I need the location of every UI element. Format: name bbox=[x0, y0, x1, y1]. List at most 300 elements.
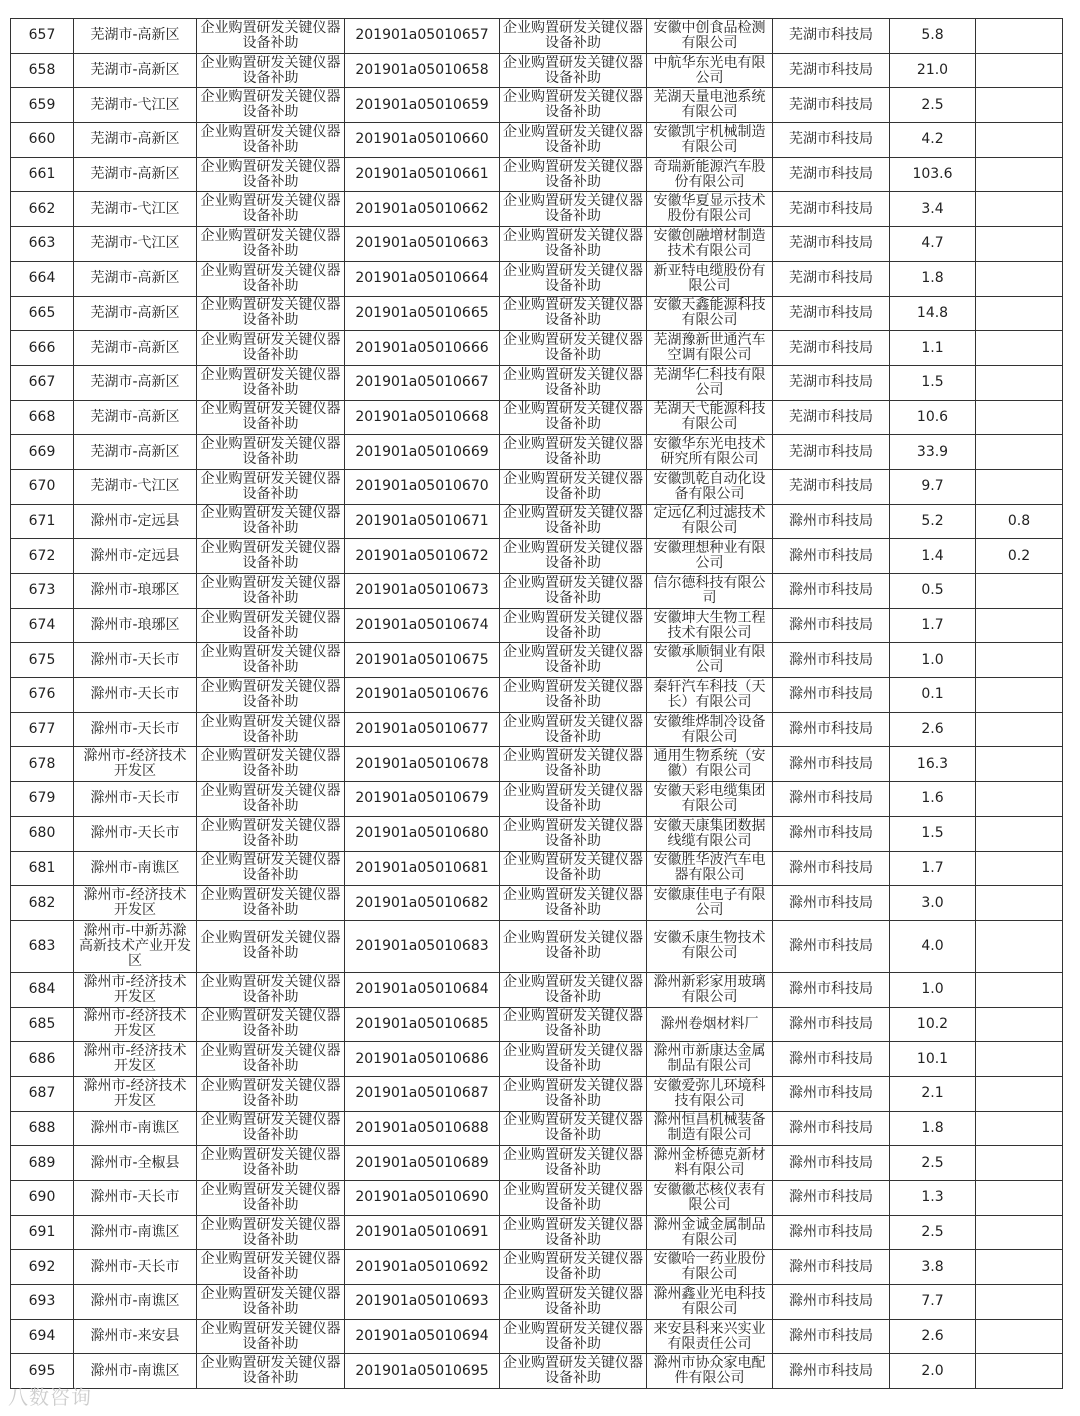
company-cell: 芜湖华仁科技有限公司 bbox=[647, 365, 773, 400]
table-row bbox=[11, 816, 1063, 851]
table-row bbox=[11, 1215, 1063, 1250]
region-cell: 滁州市-天长市 bbox=[74, 782, 197, 817]
extra-amount-cell bbox=[976, 972, 1063, 1007]
item-cell: 企业购置研发关键仪器设备补助 bbox=[500, 816, 647, 851]
company-cell: 安徽禾康生物技术有限公司 bbox=[647, 920, 773, 972]
table-row bbox=[11, 712, 1063, 747]
table-row bbox=[11, 296, 1063, 331]
extra-amount-cell bbox=[976, 1319, 1063, 1354]
region-cell: 芜湖市-高新区 bbox=[74, 435, 197, 470]
table-row bbox=[11, 435, 1063, 470]
row-number-cell: 660 bbox=[11, 123, 74, 158]
department-cell: 芜湖市科技局 bbox=[773, 365, 890, 400]
project-code-cell: 201901a05010678 bbox=[345, 747, 500, 782]
item-cell: 企业购置研发关键仪器设备补助 bbox=[500, 469, 647, 504]
company-cell: 中航华东光电有限公司 bbox=[647, 53, 773, 88]
company-cell: 芜湖豫新世通汽车空调有限公司 bbox=[647, 331, 773, 366]
category-cell: 企业购置研发关键仪器设备补助 bbox=[197, 88, 345, 123]
region-cell: 滁州市-天长市 bbox=[74, 816, 197, 851]
amount-cell: 1.8 bbox=[890, 1111, 976, 1146]
row-number-cell: 694 bbox=[11, 1319, 74, 1354]
item-cell: 企业购置研发关键仪器设备补助 bbox=[500, 712, 647, 747]
amount-cell: 16.3 bbox=[890, 747, 976, 782]
project-code-cell: 201901a05010665 bbox=[345, 296, 500, 331]
row-number-cell: 674 bbox=[11, 608, 74, 643]
amount-cell: 2.6 bbox=[890, 1319, 976, 1354]
category-cell: 企业购置研发关键仪器设备补助 bbox=[197, 643, 345, 678]
extra-amount-cell bbox=[976, 574, 1063, 609]
amount-cell: 3.0 bbox=[890, 886, 976, 921]
department-cell: 芜湖市科技局 bbox=[773, 53, 890, 88]
category-cell: 企业购置研发关键仪器设备补助 bbox=[197, 1250, 345, 1285]
row-number-cell: 661 bbox=[11, 157, 74, 192]
item-cell: 企业购置研发关键仪器设备补助 bbox=[500, 365, 647, 400]
row-number-cell: 676 bbox=[11, 678, 74, 713]
table-row bbox=[11, 608, 1063, 643]
project-code-cell: 201901a05010671 bbox=[345, 504, 500, 539]
table-row bbox=[11, 1146, 1063, 1181]
table-row bbox=[11, 886, 1063, 921]
company-cell: 秦轩汽车科技（天长）有限公司 bbox=[647, 678, 773, 713]
region-cell: 芜湖市-高新区 bbox=[74, 53, 197, 88]
category-cell: 企业购置研发关键仪器设备补助 bbox=[197, 1076, 345, 1111]
company-cell: 通用生物系统（安徽）有限公司 bbox=[647, 747, 773, 782]
department-cell: 芜湖市科技局 bbox=[773, 400, 890, 435]
company-cell: 安徽中创食品检测有限公司 bbox=[647, 19, 773, 54]
category-cell: 企业购置研发关键仪器设备补助 bbox=[197, 1354, 345, 1389]
department-cell: 滁州市科技局 bbox=[773, 1076, 890, 1111]
table-row bbox=[11, 1007, 1063, 1042]
item-cell: 企业购置研发关键仪器设备补助 bbox=[500, 192, 647, 227]
department-cell: 芜湖市科技局 bbox=[773, 331, 890, 366]
region-cell: 滁州市-经济技术开发区 bbox=[74, 747, 197, 782]
region-cell: 芜湖市-弋江区 bbox=[74, 469, 197, 504]
extra-amount-cell bbox=[976, 643, 1063, 678]
amount-cell: 2.5 bbox=[890, 1146, 976, 1181]
amount-cell: 10.2 bbox=[890, 1007, 976, 1042]
item-cell: 企业购置研发关键仪器设备补助 bbox=[500, 539, 647, 574]
item-cell: 企业购置研发关键仪器设备补助 bbox=[500, 747, 647, 782]
company-cell: 滁州金桥德克新材料有限公司 bbox=[647, 1146, 773, 1181]
table-body bbox=[11, 19, 1063, 1389]
project-code-cell: 201901a05010684 bbox=[345, 972, 500, 1007]
region-cell: 滁州市-天长市 bbox=[74, 1250, 197, 1285]
amount-cell: 1.5 bbox=[890, 816, 976, 851]
extra-amount-cell bbox=[976, 123, 1063, 158]
project-code-cell: 201901a05010694 bbox=[345, 1319, 500, 1354]
row-number-cell: 669 bbox=[11, 435, 74, 470]
department-cell: 滁州市科技局 bbox=[773, 539, 890, 574]
table-row bbox=[11, 331, 1063, 366]
project-code-cell: 201901a05010660 bbox=[345, 123, 500, 158]
row-number-cell: 675 bbox=[11, 643, 74, 678]
table-row bbox=[11, 643, 1063, 678]
department-cell: 滁州市科技局 bbox=[773, 972, 890, 1007]
item-cell: 企业购置研发关键仪器设备补助 bbox=[500, 851, 647, 886]
department-cell: 芜湖市科技局 bbox=[773, 123, 890, 158]
region-cell: 芜湖市-高新区 bbox=[74, 123, 197, 158]
row-number-cell: 664 bbox=[11, 261, 74, 296]
company-cell: 安徽华东光电技术研究所有限公司 bbox=[647, 435, 773, 470]
amount-cell: 14.8 bbox=[890, 296, 976, 331]
company-cell: 滁州市新康达金属制品有限公司 bbox=[647, 1042, 773, 1077]
item-cell: 企业购置研发关键仪器设备补助 bbox=[500, 1354, 647, 1389]
department-cell: 滁州市科技局 bbox=[773, 920, 890, 972]
company-cell: 安徽创融增材制造技术有限公司 bbox=[647, 227, 773, 262]
category-cell: 企业购置研发关键仪器设备补助 bbox=[197, 227, 345, 262]
row-number-cell: 666 bbox=[11, 331, 74, 366]
row-number-cell: 670 bbox=[11, 469, 74, 504]
extra-amount-cell bbox=[976, 400, 1063, 435]
row-number-cell: 673 bbox=[11, 574, 74, 609]
table-row bbox=[11, 227, 1063, 262]
amount-cell: 1.3 bbox=[890, 1181, 976, 1216]
item-cell: 企业购置研发关键仪器设备补助 bbox=[500, 19, 647, 54]
extra-amount-cell bbox=[976, 19, 1063, 54]
row-number-cell: 686 bbox=[11, 1042, 74, 1077]
project-code-cell: 201901a05010685 bbox=[345, 1007, 500, 1042]
department-cell: 滁州市科技局 bbox=[773, 1285, 890, 1320]
category-cell: 企业购置研发关键仪器设备补助 bbox=[197, 539, 345, 574]
table-row bbox=[11, 88, 1063, 123]
extra-amount-cell bbox=[976, 747, 1063, 782]
extra-amount-cell bbox=[976, 435, 1063, 470]
company-cell: 滁州市协众家电配件有限公司 bbox=[647, 1354, 773, 1389]
company-cell: 定远亿利过滤技术有限公司 bbox=[647, 504, 773, 539]
department-cell: 滁州市科技局 bbox=[773, 816, 890, 851]
project-code-cell: 201901a05010659 bbox=[345, 88, 500, 123]
table-row bbox=[11, 1319, 1063, 1354]
extra-amount-cell bbox=[976, 1076, 1063, 1111]
item-cell: 企业购置研发关键仪器设备补助 bbox=[500, 53, 647, 88]
row-number-cell: 663 bbox=[11, 227, 74, 262]
company-cell: 来安县科来兴实业有限责任公司 bbox=[647, 1319, 773, 1354]
extra-amount-cell bbox=[976, 782, 1063, 817]
item-cell: 企业购置研发关键仪器设备补助 bbox=[500, 643, 647, 678]
amount-cell: 4.2 bbox=[890, 123, 976, 158]
extra-amount-cell bbox=[976, 1250, 1063, 1285]
amount-cell: 10.6 bbox=[890, 400, 976, 435]
table-row bbox=[11, 851, 1063, 886]
company-cell: 安徽胜华波汽车电器有限公司 bbox=[647, 851, 773, 886]
project-code-cell: 201901a05010675 bbox=[345, 643, 500, 678]
department-cell: 滁州市科技局 bbox=[773, 643, 890, 678]
extra-amount-cell bbox=[976, 192, 1063, 227]
table-row bbox=[11, 1076, 1063, 1111]
amount-cell: 3.8 bbox=[890, 1250, 976, 1285]
category-cell: 企业购置研发关键仪器设备补助 bbox=[197, 1042, 345, 1077]
company-cell: 安徽凯乾自动化设备有限公司 bbox=[647, 469, 773, 504]
row-number-cell: 678 bbox=[11, 747, 74, 782]
amount-cell: 33.9 bbox=[890, 435, 976, 470]
company-cell: 安徽徽芯核仪表有限公司 bbox=[647, 1181, 773, 1216]
table-row bbox=[11, 19, 1063, 54]
department-cell: 芜湖市科技局 bbox=[773, 296, 890, 331]
item-cell: 企业购置研发关键仪器设备补助 bbox=[500, 1076, 647, 1111]
row-number-cell: 685 bbox=[11, 1007, 74, 1042]
table-row bbox=[11, 1042, 1063, 1077]
department-cell: 滁州市科技局 bbox=[773, 851, 890, 886]
extra-amount-cell bbox=[976, 227, 1063, 262]
project-code-cell: 201901a05010679 bbox=[345, 782, 500, 817]
company-cell: 安徽凯宇机械制造有限公司 bbox=[647, 123, 773, 158]
item-cell: 企业购置研发关键仪器设备补助 bbox=[500, 261, 647, 296]
extra-amount-cell bbox=[976, 1111, 1063, 1146]
extra-amount-cell: 0.2 bbox=[976, 539, 1063, 574]
extra-amount-cell bbox=[976, 365, 1063, 400]
extra-amount-cell bbox=[976, 331, 1063, 366]
region-cell: 滁州市-天长市 bbox=[74, 1181, 197, 1216]
item-cell: 企业购置研发关键仪器设备补助 bbox=[500, 157, 647, 192]
row-number-cell: 692 bbox=[11, 1250, 74, 1285]
project-code-cell: 201901a05010695 bbox=[345, 1354, 500, 1389]
department-cell: 滁州市科技局 bbox=[773, 1181, 890, 1216]
company-cell: 奇瑞新能源汽车股份有限公司 bbox=[647, 157, 773, 192]
row-number-cell: 689 bbox=[11, 1146, 74, 1181]
project-code-cell: 201901a05010658 bbox=[345, 53, 500, 88]
item-cell: 企业购置研发关键仪器设备补助 bbox=[500, 1111, 647, 1146]
project-code-cell: 201901a05010690 bbox=[345, 1181, 500, 1216]
company-cell: 滁州金诚金属制品有限公司 bbox=[647, 1215, 773, 1250]
company-cell: 安徽天鑫能源科技有限公司 bbox=[647, 296, 773, 331]
amount-cell: 1.4 bbox=[890, 539, 976, 574]
row-number-cell: 682 bbox=[11, 886, 74, 921]
extra-amount-cell bbox=[976, 851, 1063, 886]
department-cell: 芜湖市科技局 bbox=[773, 435, 890, 470]
project-code-cell: 201901a05010668 bbox=[345, 400, 500, 435]
company-cell: 安徽康佳电子有限公司 bbox=[647, 886, 773, 921]
item-cell: 企业购置研发关键仪器设备补助 bbox=[500, 886, 647, 921]
extra-amount-cell bbox=[976, 816, 1063, 851]
table-row bbox=[11, 920, 1063, 972]
item-cell: 企业购置研发关键仪器设备补助 bbox=[500, 782, 647, 817]
department-cell: 芜湖市科技局 bbox=[773, 157, 890, 192]
item-cell: 企业购置研发关键仪器设备补助 bbox=[500, 1007, 647, 1042]
company-cell: 安徽承顺铜业有限公司 bbox=[647, 643, 773, 678]
department-cell: 滁州市科技局 bbox=[773, 712, 890, 747]
table-row bbox=[11, 504, 1063, 539]
row-number-cell: 679 bbox=[11, 782, 74, 817]
category-cell: 企业购置研发关键仪器设备补助 bbox=[197, 469, 345, 504]
project-code-cell: 201901a05010677 bbox=[345, 712, 500, 747]
row-number-cell: 662 bbox=[11, 192, 74, 227]
region-cell: 滁州市-南谯区 bbox=[74, 1215, 197, 1250]
project-code-cell: 201901a05010661 bbox=[345, 157, 500, 192]
row-number-cell: 690 bbox=[11, 1181, 74, 1216]
region-cell: 滁州市-经济技术开发区 bbox=[74, 1007, 197, 1042]
row-number-cell: 658 bbox=[11, 53, 74, 88]
amount-cell: 4.7 bbox=[890, 227, 976, 262]
item-cell: 企业购置研发关键仪器设备补助 bbox=[500, 1285, 647, 1320]
item-cell: 企业购置研发关键仪器设备补助 bbox=[500, 574, 647, 609]
extra-amount-cell bbox=[976, 712, 1063, 747]
subsidy-table bbox=[10, 18, 1063, 1389]
region-cell: 滁州市-天长市 bbox=[74, 678, 197, 713]
project-code-cell: 201901a05010687 bbox=[345, 1076, 500, 1111]
table-row bbox=[11, 574, 1063, 609]
region-cell: 滁州市-天长市 bbox=[74, 712, 197, 747]
item-cell: 企业购置研发关键仪器设备补助 bbox=[500, 920, 647, 972]
amount-cell: 2.0 bbox=[890, 1354, 976, 1389]
extra-amount-cell bbox=[976, 157, 1063, 192]
row-number-cell: 681 bbox=[11, 851, 74, 886]
category-cell: 企业购置研发关键仪器设备补助 bbox=[197, 53, 345, 88]
row-number-cell: 693 bbox=[11, 1285, 74, 1320]
department-cell: 芜湖市科技局 bbox=[773, 19, 890, 54]
table-row bbox=[11, 1285, 1063, 1320]
amount-cell: 1.0 bbox=[890, 972, 976, 1007]
extra-amount-cell bbox=[976, 920, 1063, 972]
department-cell: 芜湖市科技局 bbox=[773, 227, 890, 262]
item-cell: 企业购置研发关键仪器设备补助 bbox=[500, 1215, 647, 1250]
company-cell: 滁州鑫业光电科技有限公司 bbox=[647, 1285, 773, 1320]
extra-amount-cell bbox=[976, 1181, 1063, 1216]
category-cell: 企业购置研发关键仪器设备补助 bbox=[197, 1215, 345, 1250]
region-cell: 芜湖市-高新区 bbox=[74, 331, 197, 366]
table-row bbox=[11, 192, 1063, 227]
item-cell: 企业购置研发关键仪器设备补助 bbox=[500, 435, 647, 470]
company-cell: 滁州卷烟材料厂 bbox=[647, 1007, 773, 1042]
category-cell: 企业购置研发关键仪器设备补助 bbox=[197, 1181, 345, 1216]
table-row bbox=[11, 1111, 1063, 1146]
table-row bbox=[11, 53, 1063, 88]
region-cell: 滁州市-经济技术开发区 bbox=[74, 886, 197, 921]
row-number-cell: 671 bbox=[11, 504, 74, 539]
category-cell: 企业购置研发关键仪器设备补助 bbox=[197, 816, 345, 851]
region-cell: 芜湖市-高新区 bbox=[74, 261, 197, 296]
amount-cell: 1.6 bbox=[890, 782, 976, 817]
category-cell: 企业购置研发关键仪器设备补助 bbox=[197, 331, 345, 366]
extra-amount-cell bbox=[976, 678, 1063, 713]
amount-cell: 2.5 bbox=[890, 88, 976, 123]
category-cell: 企业购置研发关键仪器设备补助 bbox=[197, 1146, 345, 1181]
table-row bbox=[11, 365, 1063, 400]
table-row bbox=[11, 400, 1063, 435]
category-cell: 企业购置研发关键仪器设备补助 bbox=[197, 400, 345, 435]
amount-cell: 1.7 bbox=[890, 851, 976, 886]
item-cell: 企业购置研发关键仪器设备补助 bbox=[500, 678, 647, 713]
table-row bbox=[11, 1354, 1063, 1389]
table-row bbox=[11, 261, 1063, 296]
table-row bbox=[11, 678, 1063, 713]
department-cell: 滁州市科技局 bbox=[773, 1007, 890, 1042]
row-number-cell: 691 bbox=[11, 1215, 74, 1250]
item-cell: 企业购置研发关键仪器设备补助 bbox=[500, 331, 647, 366]
department-cell: 滁州市科技局 bbox=[773, 608, 890, 643]
category-cell: 企业购置研发关键仪器设备补助 bbox=[197, 296, 345, 331]
region-cell: 滁州市-南谯区 bbox=[74, 1285, 197, 1320]
row-number-cell: 672 bbox=[11, 539, 74, 574]
row-number-cell: 687 bbox=[11, 1076, 74, 1111]
department-cell: 滁州市科技局 bbox=[773, 747, 890, 782]
amount-cell: 5.8 bbox=[890, 19, 976, 54]
department-cell: 滁州市科技局 bbox=[773, 574, 890, 609]
row-number-cell: 677 bbox=[11, 712, 74, 747]
region-cell: 滁州市-经济技术开发区 bbox=[74, 1076, 197, 1111]
item-cell: 企业购置研发关键仪器设备补助 bbox=[500, 227, 647, 262]
amount-cell: 1.5 bbox=[890, 365, 976, 400]
item-cell: 企业购置研发关键仪器设备补助 bbox=[500, 296, 647, 331]
region-cell: 芜湖市-高新区 bbox=[74, 365, 197, 400]
project-code-cell: 201901a05010689 bbox=[345, 1146, 500, 1181]
project-code-cell: 201901a05010663 bbox=[345, 227, 500, 262]
category-cell: 企业购置研发关键仪器设备补助 bbox=[197, 157, 345, 192]
region-cell: 芜湖市-高新区 bbox=[74, 19, 197, 54]
amount-cell: 1.0 bbox=[890, 643, 976, 678]
item-cell: 企业购置研发关键仪器设备补助 bbox=[500, 400, 647, 435]
company-cell: 安徽维烨制冷设备有限公司 bbox=[647, 712, 773, 747]
region-cell: 滁州市-南谯区 bbox=[74, 851, 197, 886]
project-code-cell: 201901a05010682 bbox=[345, 886, 500, 921]
row-number-cell: 688 bbox=[11, 1111, 74, 1146]
project-code-cell: 201901a05010692 bbox=[345, 1250, 500, 1285]
region-cell: 滁州市-经济技术开发区 bbox=[74, 1042, 197, 1077]
extra-amount-cell bbox=[976, 1285, 1063, 1320]
item-cell: 企业购置研发关键仪器设备补助 bbox=[500, 1042, 647, 1077]
project-code-cell: 201901a05010683 bbox=[345, 920, 500, 972]
watermark: 八数咨询 bbox=[8, 1385, 92, 1409]
department-cell: 滁州市科技局 bbox=[773, 1146, 890, 1181]
department-cell: 滁州市科技局 bbox=[773, 1215, 890, 1250]
amount-cell: 10.1 bbox=[890, 1042, 976, 1077]
extra-amount-cell bbox=[976, 261, 1063, 296]
company-cell: 芜湖天量电池系统有限公司 bbox=[647, 88, 773, 123]
project-code-cell: 201901a05010674 bbox=[345, 608, 500, 643]
company-cell: 安徽哈一药业股份有限公司 bbox=[647, 1250, 773, 1285]
department-cell: 芜湖市科技局 bbox=[773, 469, 890, 504]
category-cell: 企业购置研发关键仪器设备补助 bbox=[197, 678, 345, 713]
category-cell: 企业购置研发关键仪器设备补助 bbox=[197, 1007, 345, 1042]
department-cell: 滁州市科技局 bbox=[773, 1042, 890, 1077]
category-cell: 企业购置研发关键仪器设备补助 bbox=[197, 192, 345, 227]
amount-cell: 1.1 bbox=[890, 331, 976, 366]
table-row bbox=[11, 157, 1063, 192]
extra-amount-cell bbox=[976, 296, 1063, 331]
project-code-cell: 201901a05010666 bbox=[345, 331, 500, 366]
category-cell: 企业购置研发关键仪器设备补助 bbox=[197, 1111, 345, 1146]
company-cell: 滁州新彩家用玻璃有限公司 bbox=[647, 972, 773, 1007]
region-cell: 滁州市-经济技术开发区 bbox=[74, 972, 197, 1007]
project-code-cell: 201901a05010669 bbox=[345, 435, 500, 470]
region-cell: 芜湖市-弋江区 bbox=[74, 88, 197, 123]
company-cell: 安徽坤大生物工程技术有限公司 bbox=[647, 608, 773, 643]
project-code-cell: 201901a05010680 bbox=[345, 816, 500, 851]
row-number-cell: 667 bbox=[11, 365, 74, 400]
item-cell: 企业购置研发关键仪器设备补助 bbox=[500, 1319, 647, 1354]
item-cell: 企业购置研发关键仪器设备补助 bbox=[500, 504, 647, 539]
department-cell: 滁州市科技局 bbox=[773, 1319, 890, 1354]
region-cell: 芜湖市-弋江区 bbox=[74, 192, 197, 227]
category-cell: 企业购置研发关键仪器设备补助 bbox=[197, 435, 345, 470]
project-code-cell: 201901a05010667 bbox=[345, 365, 500, 400]
extra-amount-cell bbox=[976, 1354, 1063, 1389]
project-code-cell: 201901a05010662 bbox=[345, 192, 500, 227]
item-cell: 企业购置研发关键仪器设备补助 bbox=[500, 972, 647, 1007]
region-cell: 滁州市-中新苏滁高新技术产业开发区 bbox=[74, 920, 197, 972]
department-cell: 滁州市科技局 bbox=[773, 886, 890, 921]
project-code-cell: 201901a05010657 bbox=[345, 19, 500, 54]
category-cell: 企业购置研发关键仪器设备补助 bbox=[197, 712, 345, 747]
amount-cell: 0.5 bbox=[890, 574, 976, 609]
region-cell: 滁州市-南谯区 bbox=[74, 1111, 197, 1146]
category-cell: 企业购置研发关键仪器设备补助 bbox=[197, 886, 345, 921]
table-row bbox=[11, 469, 1063, 504]
category-cell: 企业购置研发关键仪器设备补助 bbox=[197, 19, 345, 54]
region-cell: 芜湖市-高新区 bbox=[74, 400, 197, 435]
project-code-cell: 201901a05010688 bbox=[345, 1111, 500, 1146]
table-row bbox=[11, 972, 1063, 1007]
region-cell: 滁州市-全椒县 bbox=[74, 1146, 197, 1181]
